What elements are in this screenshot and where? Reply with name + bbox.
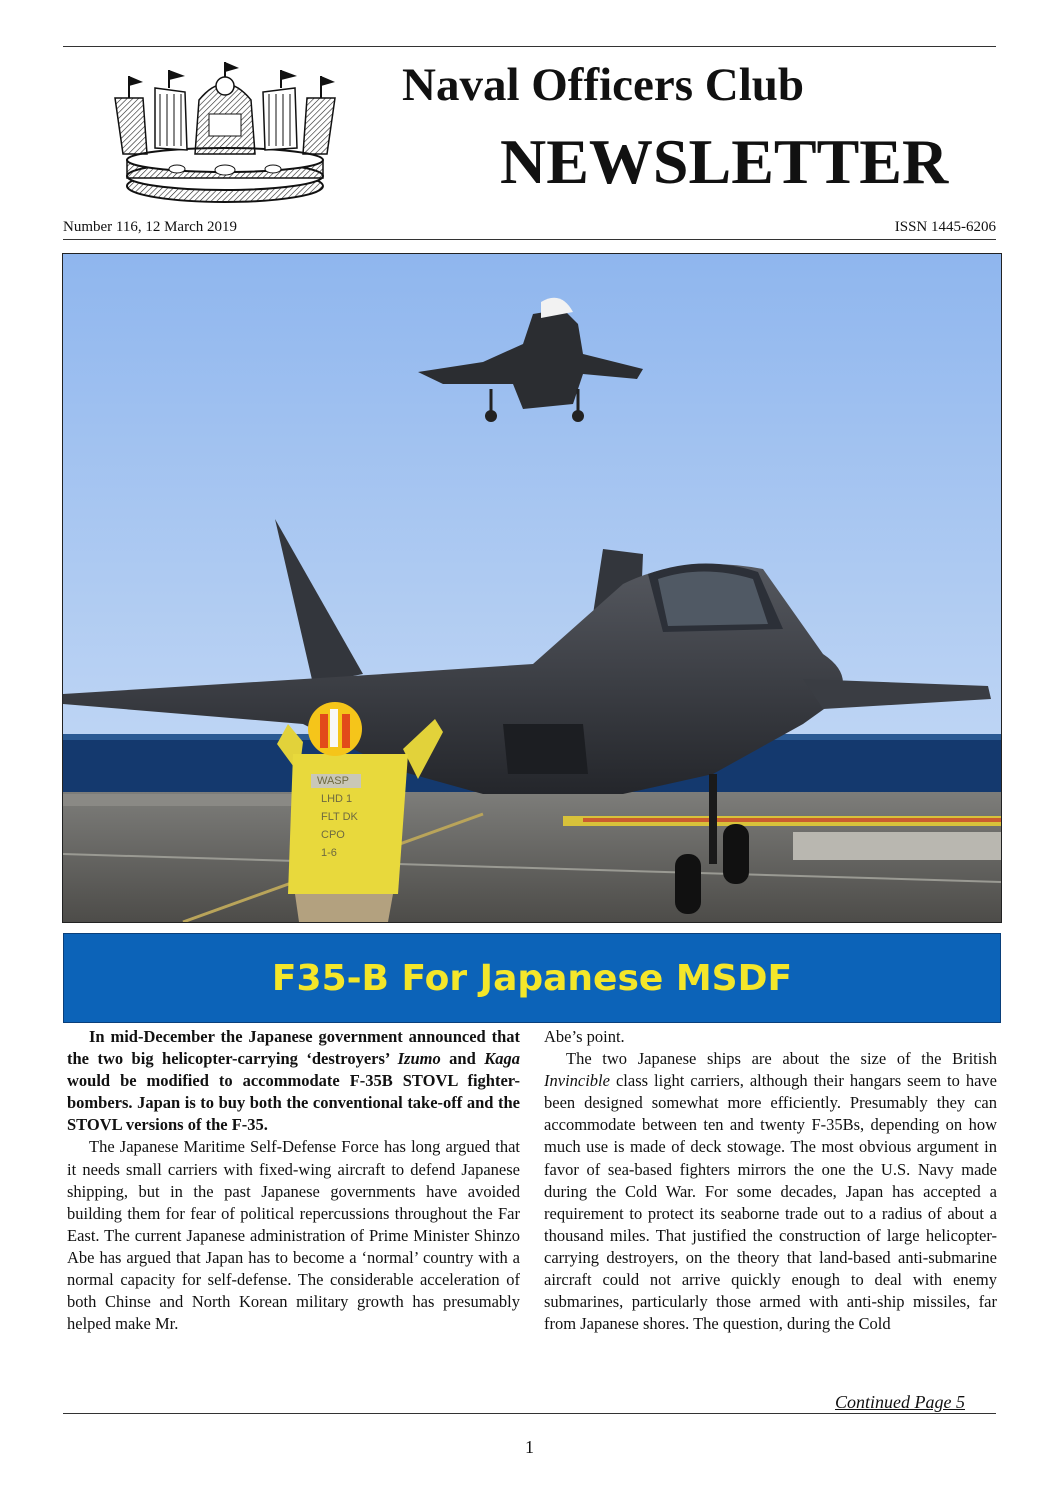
class-name-invincible: Invincible xyxy=(544,1071,610,1091)
vest-text: FLT DK xyxy=(321,811,358,823)
vest-text: WASP xyxy=(317,775,349,787)
issue-number-date: Number 116, 12 March 2019 xyxy=(63,219,237,235)
vest-text: 1-6 xyxy=(321,847,337,859)
cover-photo-f35b-on-deck xyxy=(62,253,1002,923)
article-paragraph: The two Japanese ships are about the size of the British Invincible class light carriers, although their hangars seem to have been designed somewhat more efficiently. Presumably they can accommodate between ten and twenty F-35Bs, depending on how much use is made of deck stowage. The most obvious argument in favor of sea-based fighters mirrors the one the U.S. Navy made during the Cold War. For some decades, Japan has accepted a requirement to protect its seaborne trade out to a radius of about a thousand miles. That justified the construction of large helicopter-carrying destroyers, on the theory that land-based anti-submarine aircraft could not arrive quickly enough to deal with enemy submarines, particularly those armed with anti-ship missiles, far from Japanese shores. The question, during the Cold xyxy=(544,1049,997,1334)
masthead-subtitle: NEWSLETTER xyxy=(500,126,949,197)
continued-link[interactable]: Continued Page 5 xyxy=(835,1392,965,1412)
page-number: 1 xyxy=(525,1437,534,1457)
header-rule xyxy=(63,239,996,240)
article-column-right xyxy=(544,1026,997,1335)
vest-text: CPO xyxy=(321,829,345,841)
article-paragraph: The Japanese Maritime Self-Defense Force has long argued that it needs small carriers with fixed-wing aircraft to defend Japanese shipping, but in the past Japanese governments have avoided building them for fear of political repercussions throughout the Far East. The current Japanese administration of Prime Minister Shinzo Abe has argued that Japan has to become a ‘normal’ country with a normal capacity for self-defense. The considerable acceleration of both Chinse and North Korean military growth has presumably helped make Mr. xyxy=(67,1137,520,1334)
headline: F35-B For Japanese MSDF xyxy=(271,957,793,999)
ship-name-izumo: Izumo xyxy=(397,1049,441,1069)
ship-name-kaga: Kaga xyxy=(484,1049,520,1069)
top-rule xyxy=(63,46,996,47)
vest-text: LHD 1 xyxy=(321,793,353,805)
masthead-title: Naval Officers Club xyxy=(402,59,805,111)
headline-banner xyxy=(63,933,1001,1023)
article-paragraph-continuation: Abe’s point. xyxy=(544,1027,625,1046)
issn: ISSN 1445-6206 xyxy=(894,219,996,235)
footer-rule xyxy=(63,1413,996,1414)
article-column-left xyxy=(67,1026,520,1335)
naval-crown-emblem xyxy=(105,58,345,208)
article-lead: In mid-December the Japanese government announced that the two big helicopter-carrying ‘destroyers’ Izumo and Kaga would be modified to accommodate F-35B STOVL fighter-bombers. Japan is to buy both the conventional take-off and the STOVL versions of the F-35. xyxy=(67,1027,520,1135)
